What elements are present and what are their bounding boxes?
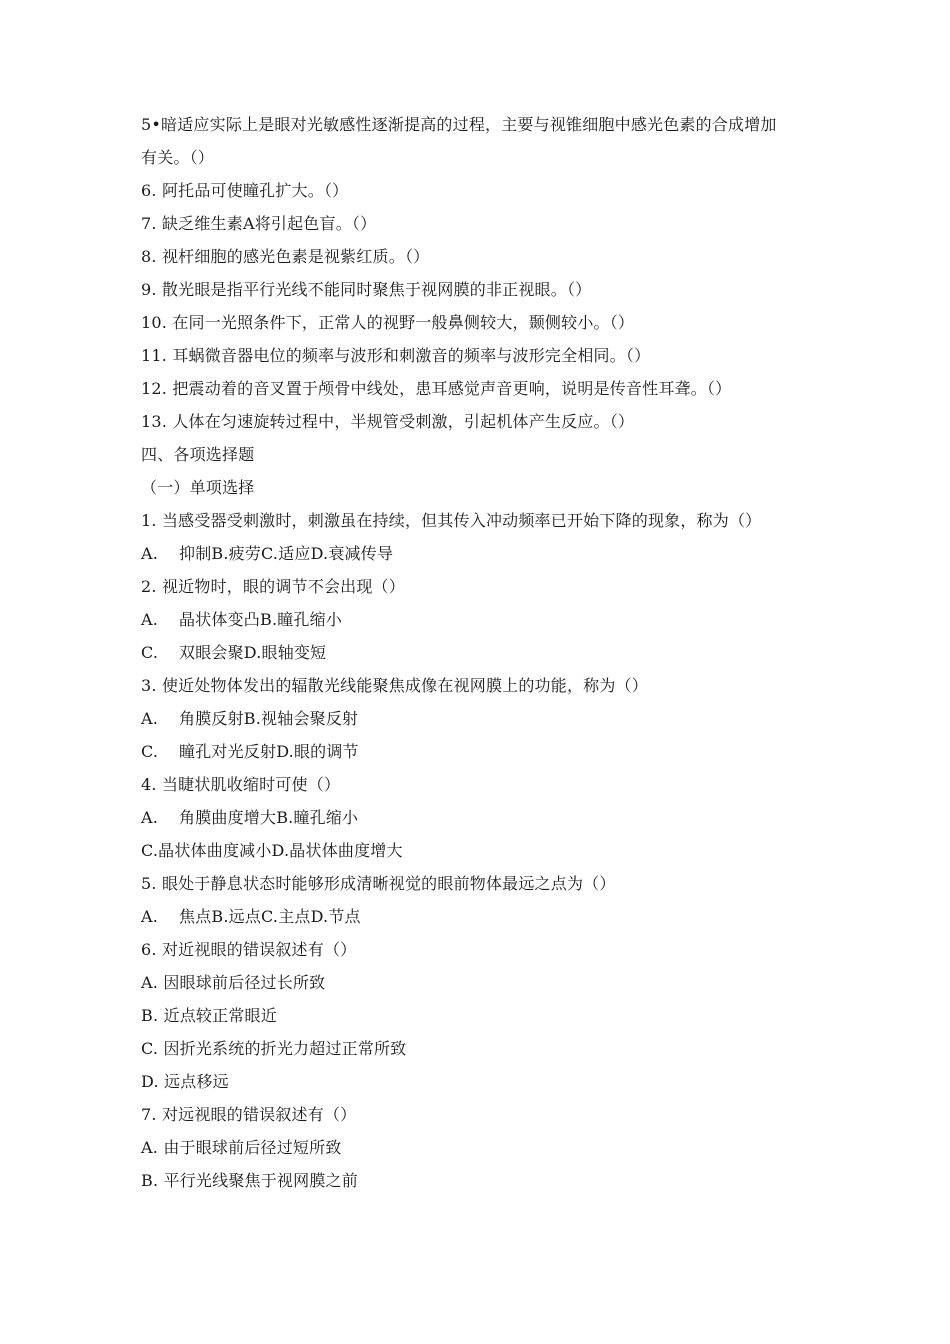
question-6: 6. 对近视眼的错误叙述有（） [141, 940, 357, 959]
option-label: A. [141, 544, 159, 563]
question-2-options-cd [141, 642, 326, 664]
option-label: A. [141, 808, 159, 827]
judgment-item-7: 7. 缺乏维生素A将引起色盲。（） [141, 214, 377, 233]
judgment-item-10: 10. 在同一光照条件下，正常人的视野一般鼻侧较大，颞侧较小。（） [141, 313, 635, 332]
question-7-option-a: A. 由于眼球前后径过短所致 [141, 1138, 342, 1157]
option-label: A. [141, 907, 159, 926]
option-label: A. [141, 709, 159, 728]
option-text: 瞳孔对光反射D.眼的调节 [179, 742, 359, 761]
question-2: 2. 视近物时，眼的调节不会出现（） [141, 577, 405, 596]
question-4-options-ab [141, 807, 358, 829]
question-1-options [141, 543, 393, 565]
question-6-option-a: A. 因眼球前后径过长所致 [141, 973, 326, 992]
judgment-item-5: 5•暗适应实际上是眼对光敏感性逐渐提高的过程，主要与视锥细胞中感光色素的合成增加 [141, 115, 777, 134]
option-label: C. [141, 742, 159, 761]
question-3: 3. 使近处物体发出的辐散光线能聚焦成像在视网膜上的功能，称为（） [141, 676, 648, 695]
question-3-options-cd [141, 741, 359, 763]
option-text: 角膜曲度增大B.瞳孔缩小 [179, 808, 359, 827]
option-text: 晶状体变凸B.瞳孔缩小 [179, 610, 343, 629]
question-6-option-d: D. 远点移远 [141, 1072, 229, 1091]
judgment-item-12: 12. 把震动着的音叉置于颅骨中线处，患耳感觉声音更响，说明是传音性耳聋。（） [141, 379, 732, 398]
question-5: 5. 眼处于静息状态时能够形成清晰视觉的眼前物体最远之点为（） [141, 874, 616, 893]
option-text: 抑制B.疲劳C.适应D.衰减传导 [179, 544, 394, 563]
question-6-option-c: C. 因折光系统的折光力超过正常所致 [141, 1039, 407, 1058]
question-5-options [141, 906, 361, 928]
option-label: C. [141, 643, 159, 662]
question-2-options-ab [141, 609, 342, 631]
subsection-title: （一）单项选择 [141, 478, 255, 497]
question-4: 4. 当睫状肌收缩时可使（） [141, 775, 341, 794]
judgment-item-5-cont: 有关。（） [141, 148, 215, 167]
option-text: 焦点B.远点C.主点D.节点 [179, 907, 361, 926]
question-1: 1. 当感受器受刺激时，刺激虽在持续，但其传入冲动频率已开始下降的现象，称为（） [141, 511, 762, 530]
option-text: 角膜反射B.视轴会聚反射 [179, 709, 359, 728]
section-title: 四、各项选择题 [141, 445, 255, 464]
judgment-item-6: 6. 阿托品可使瞳孔扩大。（） [141, 181, 349, 200]
question-4-options-cd: C.晶状体曲度减小D.晶状体曲度增大 [141, 841, 403, 860]
option-label: A. [141, 610, 159, 629]
judgment-item-11: 11. 耳蜗微音器电位的频率与波形和刺激音的频率与波形完全相同。（） [141, 346, 651, 365]
question-7: 7. 对远视眼的错误叙述有（） [141, 1105, 357, 1124]
question-6-option-b: B. 近点较正常眼近 [141, 1006, 277, 1025]
judgment-item-8: 8. 视杆细胞的感光色素是视紫红质。（） [141, 247, 430, 266]
judgment-item-13: 13. 人体在匀速旋转过程中，半规管受刺激，引起机体产生反应。（） [141, 412, 635, 431]
judgment-item-9: 9. 散光眼是指平行光线不能同时聚焦于视网膜的非正视眼。（） [141, 280, 592, 299]
question-3-options-ab [141, 708, 358, 730]
option-text: 双眼会聚D.眼轴变短 [179, 643, 327, 662]
question-7-option-b: B. 平行光线聚焦于视网膜之前 [141, 1171, 358, 1190]
